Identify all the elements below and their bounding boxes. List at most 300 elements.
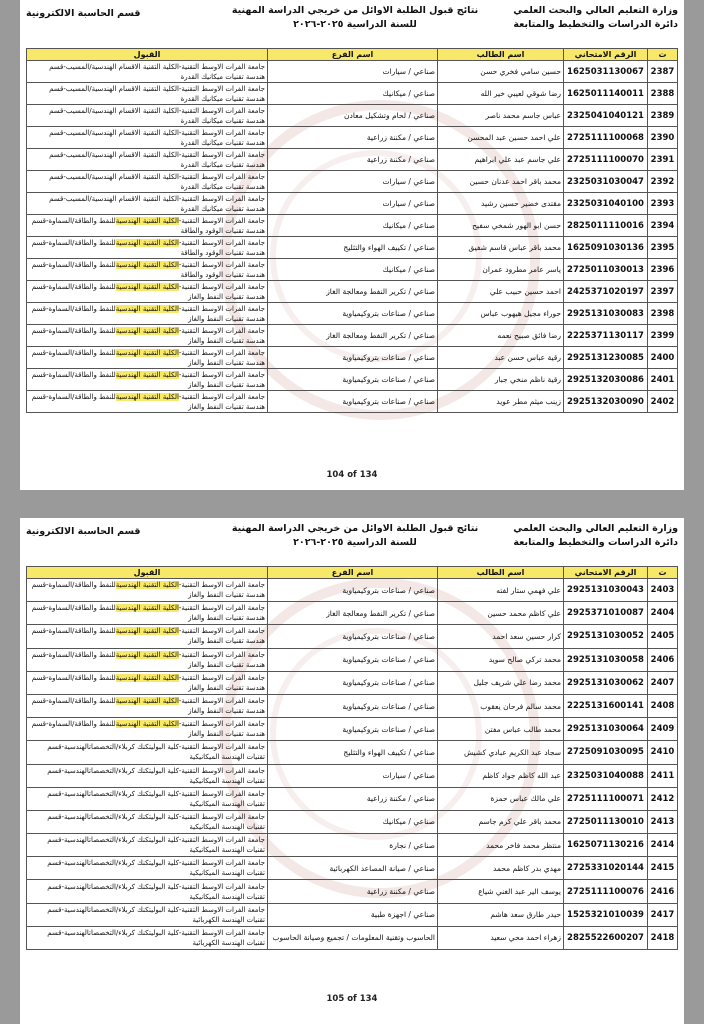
document-page-2 (20, 518, 684, 1024)
exam-number: 2925371010087 (564, 602, 648, 625)
acceptance-text: جامعة الفرات الاوسط التقنية- (178, 392, 265, 401)
branch-name: صناعي / سيارات (268, 61, 438, 83)
branch-name: صناعي / مكننة زراعية (268, 149, 438, 171)
document-title: نتائج قبول الطلبة الاوائل من خريجي الدراسة المهنية (231, 5, 479, 16)
col-exam-header: الرقم الامتحاني (564, 567, 648, 579)
row-number: 2404 (648, 602, 678, 625)
acceptance-cell (27, 718, 268, 741)
exam-number: 2325041040121 (564, 105, 648, 127)
acceptance-text: جامعة الفرات الاوسط التقنية-كلية البوليتكنك كربلاء/التخصصات (89, 905, 265, 914)
department-text: للنفط والطاقة/السماوة-قسم هندسة تقنيات النفط والغاز (31, 581, 265, 600)
table-row (27, 83, 678, 105)
acceptance-text: جامعة الفرات الاوسط التقنية- (178, 370, 265, 379)
acceptance-cell (27, 127, 268, 149)
exam-number: 2725111100071 (564, 787, 648, 810)
branch-name: صناعي / صناعات بتروكيمياوية (268, 648, 438, 671)
page-header (20, 518, 684, 566)
student-name: رضا شوقي لعيبي خير الله (438, 83, 564, 105)
row-number: 2417 (648, 903, 678, 926)
branch-name: صناعي / مكننة زراعية (268, 127, 438, 149)
college-highlight: الكلية التقنية الهندسية (115, 650, 179, 659)
student-name: علي احمد حسين عبد المحسن (438, 127, 564, 149)
page-number: 104 of 134 (326, 470, 378, 480)
student-name: سجاد عبد الكريم عبادي كشيش (438, 741, 564, 764)
branch-name: صناعي / صناعات بتروكيمياوية (268, 369, 438, 391)
college-highlight: الكلية التقنية الهندسية (115, 673, 179, 682)
acceptance-text: جامعة الفرات الاوسط التقنية-كلية البوليتكنك كربلاء/التخصصات (89, 928, 265, 937)
acceptance-cell (27, 810, 268, 833)
results-table (26, 566, 678, 950)
acceptance-cell (27, 625, 268, 648)
title-block (230, 4, 480, 32)
department-name: دائرة الدراسات والتخطيط والمتابعة (513, 19, 678, 30)
college-highlight: الكلية التقنية الهندسية (115, 260, 179, 269)
col-num-header: ت (648, 567, 678, 579)
acceptance-text: جامعة الفرات الاوسط التقنية-كلية البوليتكنك كربلاء/التخصصات (89, 743, 265, 752)
table-row (27, 648, 678, 671)
branch-name: صناعي / صناعات بتروكيمياوية (268, 694, 438, 717)
exam-number: 2425371020197 (564, 281, 648, 303)
college-highlight: الكلية التقنية الهندسية (115, 720, 179, 729)
row-number: 2393 (648, 193, 678, 215)
table-header-row (27, 49, 678, 61)
acceptance-cell (27, 694, 268, 717)
student-name: زهراء احمد محي سعيد (438, 926, 564, 949)
row-number: 2405 (648, 625, 678, 648)
acceptance-cell (27, 259, 268, 281)
academic-year: للسنة الدراسية ٢٠٢٥-٢٠٢٦ (293, 537, 417, 548)
acceptance-cell (27, 787, 268, 810)
branch-name: صناعي / صناعات بتروكيمياوية (268, 625, 438, 648)
exam-number: 2725111100070 (564, 149, 648, 171)
branch-name: صناعي / صناعات بتروكيمياوية (268, 347, 438, 369)
college-highlight: الكلية التقنية الهندسية (115, 216, 179, 225)
row-number: 2392 (648, 171, 678, 193)
acceptance-cell (27, 671, 268, 694)
row-number: 2406 (648, 648, 678, 671)
department-text: قسم هندسة تقنيات ميكانيك القدرة (49, 150, 265, 169)
table-row (27, 926, 678, 949)
table-row (27, 718, 678, 741)
exam-number: 2925131030064 (564, 718, 648, 741)
student-name: رضا فائق صبيح نعمه (438, 325, 564, 347)
row-number: 2402 (648, 391, 678, 413)
department-text: للنفط والطاقة/السماوة-قسم هندسة تقنيات الوقود والطاقة (31, 238, 265, 257)
row-number: 2388 (648, 83, 678, 105)
acceptance-text: جامعة الفرات الاوسط التقنية- (178, 348, 265, 357)
acceptance-cell (27, 149, 268, 171)
acceptance-cell (27, 579, 268, 602)
student-name: علي جاسم عبد علي ابراهيم (438, 149, 564, 171)
col-acceptance-header: القبول (27, 49, 268, 61)
department-text: للنفط والطاقة/السماوة-قسم هندسة تقنيات النفط والغاز (31, 673, 265, 692)
table-row (27, 787, 678, 810)
acceptance-cell (27, 347, 268, 369)
college-highlight: الكلية التقنية الهندسية (115, 348, 179, 357)
department-text: الهندسية-قسم تقنيات الهندسة الميكانيكية (47, 766, 265, 785)
acceptance-text: جامعة الفرات الاوسط التقنية-كلية البوليتكنك كربلاء/التخصصات (89, 836, 265, 845)
ministry-block (513, 4, 678, 32)
department-text: قسم هندسة تقنيات ميكانيك القدرة (49, 62, 265, 81)
row-number: 2401 (648, 369, 678, 391)
section-name: قسم الحاسبة الالكترونية (26, 8, 141, 19)
acceptance-cell (27, 648, 268, 671)
section-name: قسم الحاسبة الالكترونية (26, 526, 141, 537)
exam-number: 1625071130216 (564, 834, 648, 857)
table-row (27, 369, 678, 391)
exam-number: 1525321010039 (564, 903, 648, 926)
department-text: للنفط والطاقة/السماوة-قسم هندسة تقنيات الوقود والطاقة (31, 260, 265, 279)
exam-number: 2925131030043 (564, 579, 648, 602)
acceptance-cell (27, 926, 268, 949)
department-text: قسم هندسة تقنيات ميكانيك القدرة (49, 128, 265, 147)
row-number: 2390 (648, 127, 678, 149)
student-name: محمد طالب عباس مفتن (438, 718, 564, 741)
department-text: للنفط والطاقة/السماوة-قسم هندسة تقنيات النفط والغاز (31, 697, 265, 716)
department-text: الهندسية-قسم تقنيات الهندسة الميكانيكية (47, 743, 265, 762)
row-number: 2397 (648, 281, 678, 303)
department-text: للنفط والطاقة/السماوة-قسم هندسة تقنيات النفط والغاز (31, 650, 265, 669)
row-number: 2387 (648, 61, 678, 83)
student-name: كرار حسين سعد احمد (438, 625, 564, 648)
row-number: 2403 (648, 579, 678, 602)
table-header-row (27, 567, 678, 579)
student-name: مقتدى خضير حسين رشيد (438, 193, 564, 215)
acceptance-text: جامعة الفرات الاوسط التقنية-كلية البوليتكنك كربلاء/التخصصات (89, 859, 265, 868)
table-row (27, 810, 678, 833)
branch-name: صناعي / تكرير النفط ومعالجة الغاز (268, 281, 438, 303)
acceptance-cell (27, 369, 268, 391)
row-number: 2410 (648, 741, 678, 764)
exam-number: 1625031130067 (564, 61, 648, 83)
table-row (27, 764, 678, 787)
student-name: رقية عباس حسن عبد (438, 347, 564, 369)
college-highlight: الكلية التقنية الهندسية (115, 392, 179, 401)
branch-name: صناعي / ميكانيك (268, 259, 438, 281)
department-text: للنفط والطاقة/السماوة-قسم هندسة تقنيات النفط والغاز (31, 370, 265, 389)
row-number: 2414 (648, 834, 678, 857)
branch-name: صناعي / لحام وتشكيل معادن (268, 105, 438, 127)
department-text: للنفط والطاقة/السماوة-قسم هندسة تقنيات النفط والغاز (31, 627, 265, 646)
table-row (27, 281, 678, 303)
acceptance-text: جامعة الفرات الاوسط التقنية-كلية البوليتكنك كربلاء/التخصصات (89, 789, 265, 798)
branch-name: صناعي / تكييف الهواء والتثليج (268, 237, 438, 259)
student-name: رقية ناظم منخي جبار (438, 369, 564, 391)
branch-name: الحاسوب وتقنية المعلومات / تجميع وصيانة الحاسوب (268, 926, 438, 949)
college-highlight: الكلية التقنية الهندسية (115, 238, 179, 247)
ministry-name: وزارة التعليم العالي والبحث العلمي (513, 523, 678, 534)
col-branch-header: اسم الفرع (268, 567, 438, 579)
col-name-header: اسم الطالب (438, 567, 564, 579)
table-body (27, 579, 678, 950)
student-name: يوسف الير عبد الغني شياع (438, 880, 564, 903)
department-text: للنفط والطاقة/السماوة-قسم هندسة تقنيات النفط والغاز (31, 604, 265, 623)
department-text: قسم هندسة تقنيات ميكانيك القدرة (49, 106, 265, 125)
department-text: الهندسية-قسم تقنيات الهندسة الكهربائية (47, 928, 265, 947)
exam-number: 2725331020144 (564, 857, 648, 880)
table-row (27, 579, 678, 602)
branch-name: صناعي / ميكانيك (268, 810, 438, 833)
branch-name: صناعي / سيارات (268, 171, 438, 193)
acceptance-cell (27, 193, 268, 215)
acceptance-text: جامعة الفرات الاوسط التقنية-الكلية التقنية الاقسام الهندسية/المسيب- (63, 150, 265, 159)
department-text: للنفط والطاقة/السماوة-قسم هندسة تقنيات النفط والغاز (31, 282, 265, 301)
student-name: محمد باقر احمد عدنان حسين (438, 171, 564, 193)
branch-name: صناعي / تكرير النفط ومعالجة الغاز (268, 602, 438, 625)
exam-number: 2325031030047 (564, 171, 648, 193)
row-number: 2411 (648, 764, 678, 787)
table-row (27, 880, 678, 903)
acceptance-text: جامعة الفرات الاوسط التقنية-كلية البوليتكنك كربلاء/التخصصات (89, 882, 265, 891)
exam-number: 2825011110016 (564, 215, 648, 237)
acceptance-cell (27, 105, 268, 127)
table-body (27, 61, 678, 413)
acceptance-cell (27, 834, 268, 857)
college-highlight: الكلية التقنية الهندسية (115, 581, 179, 590)
table-row (27, 237, 678, 259)
acceptance-cell (27, 215, 268, 237)
table-row (27, 259, 678, 281)
row-number: 2391 (648, 149, 678, 171)
department-text: للنفط والطاقة/السماوة-قسم هندسة تقنيات النفط والغاز (31, 326, 265, 345)
table-row (27, 149, 678, 171)
acceptance-text: جامعة الفرات الاوسط التقنية- (178, 216, 265, 225)
row-number: 2413 (648, 810, 678, 833)
college-highlight: الكلية التقنية الهندسية (115, 604, 179, 613)
col-exam-header: الرقم الامتحاني (564, 49, 648, 61)
department-name: دائرة الدراسات والتخطيط والمتابعة (513, 537, 678, 548)
branch-name: صناعي / ميكانيك (268, 83, 438, 105)
exam-number: 1625091030136 (564, 237, 648, 259)
branch-name: صناعي / سيارات (268, 193, 438, 215)
table-row (27, 694, 678, 717)
table-row (27, 834, 678, 857)
acceptance-text: جامعة الفرات الاوسط التقنية-كلية البوليتكنك كربلاء/التخصصات (89, 812, 265, 821)
department-text: للنفط والطاقة/السماوة-قسم هندسة تقنيات النفط والغاز (31, 304, 265, 323)
row-number: 2398 (648, 303, 678, 325)
row-number: 2412 (648, 787, 678, 810)
branch-name: صناعي / ميكانيك (268, 215, 438, 237)
exam-number: 1625011140011 (564, 83, 648, 105)
acceptance-text: جامعة الفرات الاوسط التقنية- (178, 697, 265, 706)
ministry-name: وزارة التعليم العالي والبحث العلمي (513, 5, 678, 16)
department-text: الهندسية-قسم تقنيات الهندسة الميكانيكية (47, 836, 265, 855)
table-row (27, 325, 678, 347)
row-number: 2395 (648, 237, 678, 259)
branch-name: صناعي / سيارات (268, 764, 438, 787)
acceptance-text: جامعة الفرات الاوسط التقنية- (178, 627, 265, 636)
table-row (27, 391, 678, 413)
acceptance-text: جامعة الفرات الاوسط التقنية- (178, 260, 265, 269)
acceptance-text: جامعة الفرات الاوسط التقنية- (178, 326, 265, 335)
exam-number: 2925131230085 (564, 347, 648, 369)
exam-number: 2325031040100 (564, 193, 648, 215)
table-row (27, 193, 678, 215)
acceptance-cell (27, 281, 268, 303)
branch-name: صناعي / تكرير النفط ومعالجة الغاز (268, 325, 438, 347)
student-name: منتظر محمد فاخر محمد (438, 834, 564, 857)
row-number: 2407 (648, 671, 678, 694)
exam-number: 2925132030090 (564, 391, 648, 413)
acceptance-text: جامعة الفرات الاوسط التقنية-الكلية التقنية الاقسام الهندسية/المسيب- (63, 172, 265, 181)
branch-name: صناعي / صناعات بتروكيمياوية (268, 718, 438, 741)
row-number: 2418 (648, 926, 678, 949)
page-number: 105 of 134 (326, 994, 378, 1004)
department-text: قسم هندسة تقنيات ميكانيك القدرة (49, 84, 265, 103)
page-header (20, 0, 684, 48)
table-row (27, 625, 678, 648)
exam-number: 2225131600141 (564, 694, 648, 717)
exam-number: 2925131030083 (564, 303, 648, 325)
acceptance-text: جامعة الفرات الاوسط التقنية- (178, 604, 265, 613)
acceptance-cell (27, 764, 268, 787)
acceptance-cell (27, 903, 268, 926)
department-text: الهندسية-قسم تقنيات الهندسة الميكانيكية (47, 882, 265, 901)
exam-number: 2725011130010 (564, 810, 648, 833)
college-highlight: الكلية التقنية الهندسية (115, 627, 179, 636)
acceptance-text: جامعة الفرات الاوسط التقنية-كلية البوليتكنك كربلاء/التخصصات (89, 766, 265, 775)
col-name-header: اسم الطالب (438, 49, 564, 61)
acceptance-cell (27, 857, 268, 880)
table-row (27, 61, 678, 83)
ministry-block (513, 522, 678, 550)
exam-number: 2725091030095 (564, 741, 648, 764)
acceptance-text: جامعة الفرات الاوسط التقنية- (178, 581, 265, 590)
exam-number: 2325031040088 (564, 764, 648, 787)
acceptance-cell (27, 171, 268, 193)
department-text: للنفط والطاقة/السماوة-قسم هندسة تقنيات النفط والغاز (31, 392, 265, 411)
academic-year: للسنة الدراسية ٢٠٢٥-٢٠٢٦ (293, 19, 417, 30)
department-text: للنفط والطاقة/السماوة-قسم هندسة تقنيات النفط والغاز (31, 720, 265, 739)
department-text: قسم هندسة تقنيات ميكانيك القدرة (49, 172, 265, 191)
table-row (27, 602, 678, 625)
department-text: الهندسية-قسم تقنيات الهندسة الميكانيكية (47, 789, 265, 808)
acceptance-text: جامعة الفرات الاوسط التقنية- (178, 238, 265, 247)
student-name: حوراء مجيل هيهوب عباس (438, 303, 564, 325)
acceptance-cell (27, 602, 268, 625)
exam-number: 2925131030062 (564, 671, 648, 694)
student-name: ياسر عامر مطرود عمران (438, 259, 564, 281)
branch-name: صناعي / تكييف الهواء والتثليج (268, 741, 438, 764)
college-highlight: الكلية التقنية الهندسية (115, 304, 179, 313)
table-row (27, 347, 678, 369)
acceptance-cell (27, 303, 268, 325)
title-block (230, 522, 480, 550)
branch-name: صناعي / مكننة زراعية (268, 787, 438, 810)
table-row (27, 671, 678, 694)
branch-name: صناعي / صناعات بتروكيمياوية (268, 671, 438, 694)
acceptance-text: جامعة الفرات الاوسط التقنية- (178, 282, 265, 291)
student-name: احمد حسين حبيب علي (438, 281, 564, 303)
row-number: 2416 (648, 880, 678, 903)
acceptance-cell (27, 237, 268, 259)
student-name: مهدي بدر كاظم محمد (438, 857, 564, 880)
branch-name: صناعي / صناعات بتروكيمياوية (268, 303, 438, 325)
department-text: قسم هندسة تقنيات ميكانيك القدرة (49, 194, 265, 213)
college-highlight: الكلية التقنية الهندسية (115, 326, 179, 335)
table-row (27, 303, 678, 325)
col-num-header: ت (648, 49, 678, 61)
row-number: 2389 (648, 105, 678, 127)
acceptance-cell (27, 83, 268, 105)
row-number: 2400 (648, 347, 678, 369)
table-row (27, 903, 678, 926)
acceptance-text: جامعة الفرات الاوسط التقنية-الكلية التقنية الاقسام الهندسية/المسيب- (63, 62, 265, 71)
acceptance-text: جامعة الفرات الاوسط التقنية-الكلية التقنية الاقسام الهندسية/المسيب- (63, 128, 265, 137)
col-acceptance-header: القبول (27, 567, 268, 579)
exam-number: 2725011030013 (564, 259, 648, 281)
row-number: 2396 (648, 259, 678, 281)
department-text: الهندسية-قسم تقنيات الهندسة الكهربائية (47, 905, 265, 924)
department-text: الهندسية-قسم تقنيات الهندسة الميكانيكية (47, 812, 265, 831)
row-number: 2415 (648, 857, 678, 880)
student-name: محمد باقر عباس قاسم شفيق (438, 237, 564, 259)
acceptance-text: جامعة الفرات الاوسط التقنية- (178, 304, 265, 313)
student-name: زينب ميثم مطر عويد (438, 391, 564, 413)
acceptance-text: جامعة الفرات الاوسط التقنية- (178, 720, 265, 729)
exam-number: 2925131030052 (564, 625, 648, 648)
acceptance-text: جامعة الفرات الاوسط التقنية- (178, 650, 265, 659)
college-highlight: الكلية التقنية الهندسية (115, 282, 179, 291)
student-name: محمد سالم فرحان يعقوب (438, 694, 564, 717)
student-name: حيدر طارق سعد هاشم (438, 903, 564, 926)
student-name: محمد تركي صالح سويد (438, 648, 564, 671)
exam-number: 2225371130117 (564, 325, 648, 347)
acceptance-text: جامعة الفرات الاوسط التقنية-الكلية التقنية الاقسام الهندسية/المسيب- (63, 194, 265, 203)
acceptance-cell (27, 741, 268, 764)
college-highlight: الكلية التقنية الهندسية (115, 697, 179, 706)
student-name: علي مالك عباس حمزة (438, 787, 564, 810)
branch-name: صناعي / صناعات بتروكيمياوية (268, 579, 438, 602)
table-row (27, 171, 678, 193)
document-title: نتائج قبول الطلبة الاوائل من خريجي الدراسة المهنية (231, 523, 479, 534)
acceptance-text: جامعة الفرات الاوسط التقنية-الكلية التقنية الاقسام الهندسية/المسيب- (63, 84, 265, 93)
acceptance-cell (27, 325, 268, 347)
row-number: 2394 (648, 215, 678, 237)
table-row (27, 741, 678, 764)
exam-number: 2725111100076 (564, 880, 648, 903)
student-name: عبد الله كاظم جواد كاظم (438, 764, 564, 787)
acceptance-text: جامعة الفرات الاوسط التقنية-الكلية التقنية الاقسام الهندسية/المسيب- (63, 106, 265, 115)
student-name: محمد باقر علي كرم جاسم (438, 810, 564, 833)
branch-name: صناعي / مكننة زراعية (268, 880, 438, 903)
branch-name: صناعي / اجهزة طبية (268, 903, 438, 926)
table-row (27, 127, 678, 149)
row-number: 2399 (648, 325, 678, 347)
department-text: للنفط والطاقة/السماوة-قسم هندسة تقنيات النفط والغاز (31, 348, 265, 367)
document-page-1 (20, 0, 684, 490)
student-name: علي فهمي ستار لفته (438, 579, 564, 602)
student-name: عباس جاسم محمد ناصر (438, 105, 564, 127)
student-name: حسين سامي فخري حسن (438, 61, 564, 83)
branch-name: صناعي / صناعات بتروكيمياوية (268, 391, 438, 413)
table-row (27, 857, 678, 880)
acceptance-cell (27, 880, 268, 903)
college-highlight: الكلية التقنية الهندسية (115, 370, 179, 379)
student-name: حسن ابو الهور شمخي سفيح (438, 215, 564, 237)
row-number: 2409 (648, 718, 678, 741)
table-row (27, 105, 678, 127)
department-text: للنفط والطاقة/السماوة-قسم هندسة تقنيات الوقود والطاقة (31, 216, 265, 235)
acceptance-cell (27, 61, 268, 83)
row-number: 2408 (648, 694, 678, 717)
student-name: محمد رضا علي شريف جليل (438, 671, 564, 694)
exam-number: 2725111100068 (564, 127, 648, 149)
branch-name: صناعي / نجارة (268, 834, 438, 857)
acceptance-cell (27, 391, 268, 413)
department-text: الهندسية-قسم تقنيات الهندسة الميكانيكية (47, 859, 265, 878)
table-row (27, 215, 678, 237)
